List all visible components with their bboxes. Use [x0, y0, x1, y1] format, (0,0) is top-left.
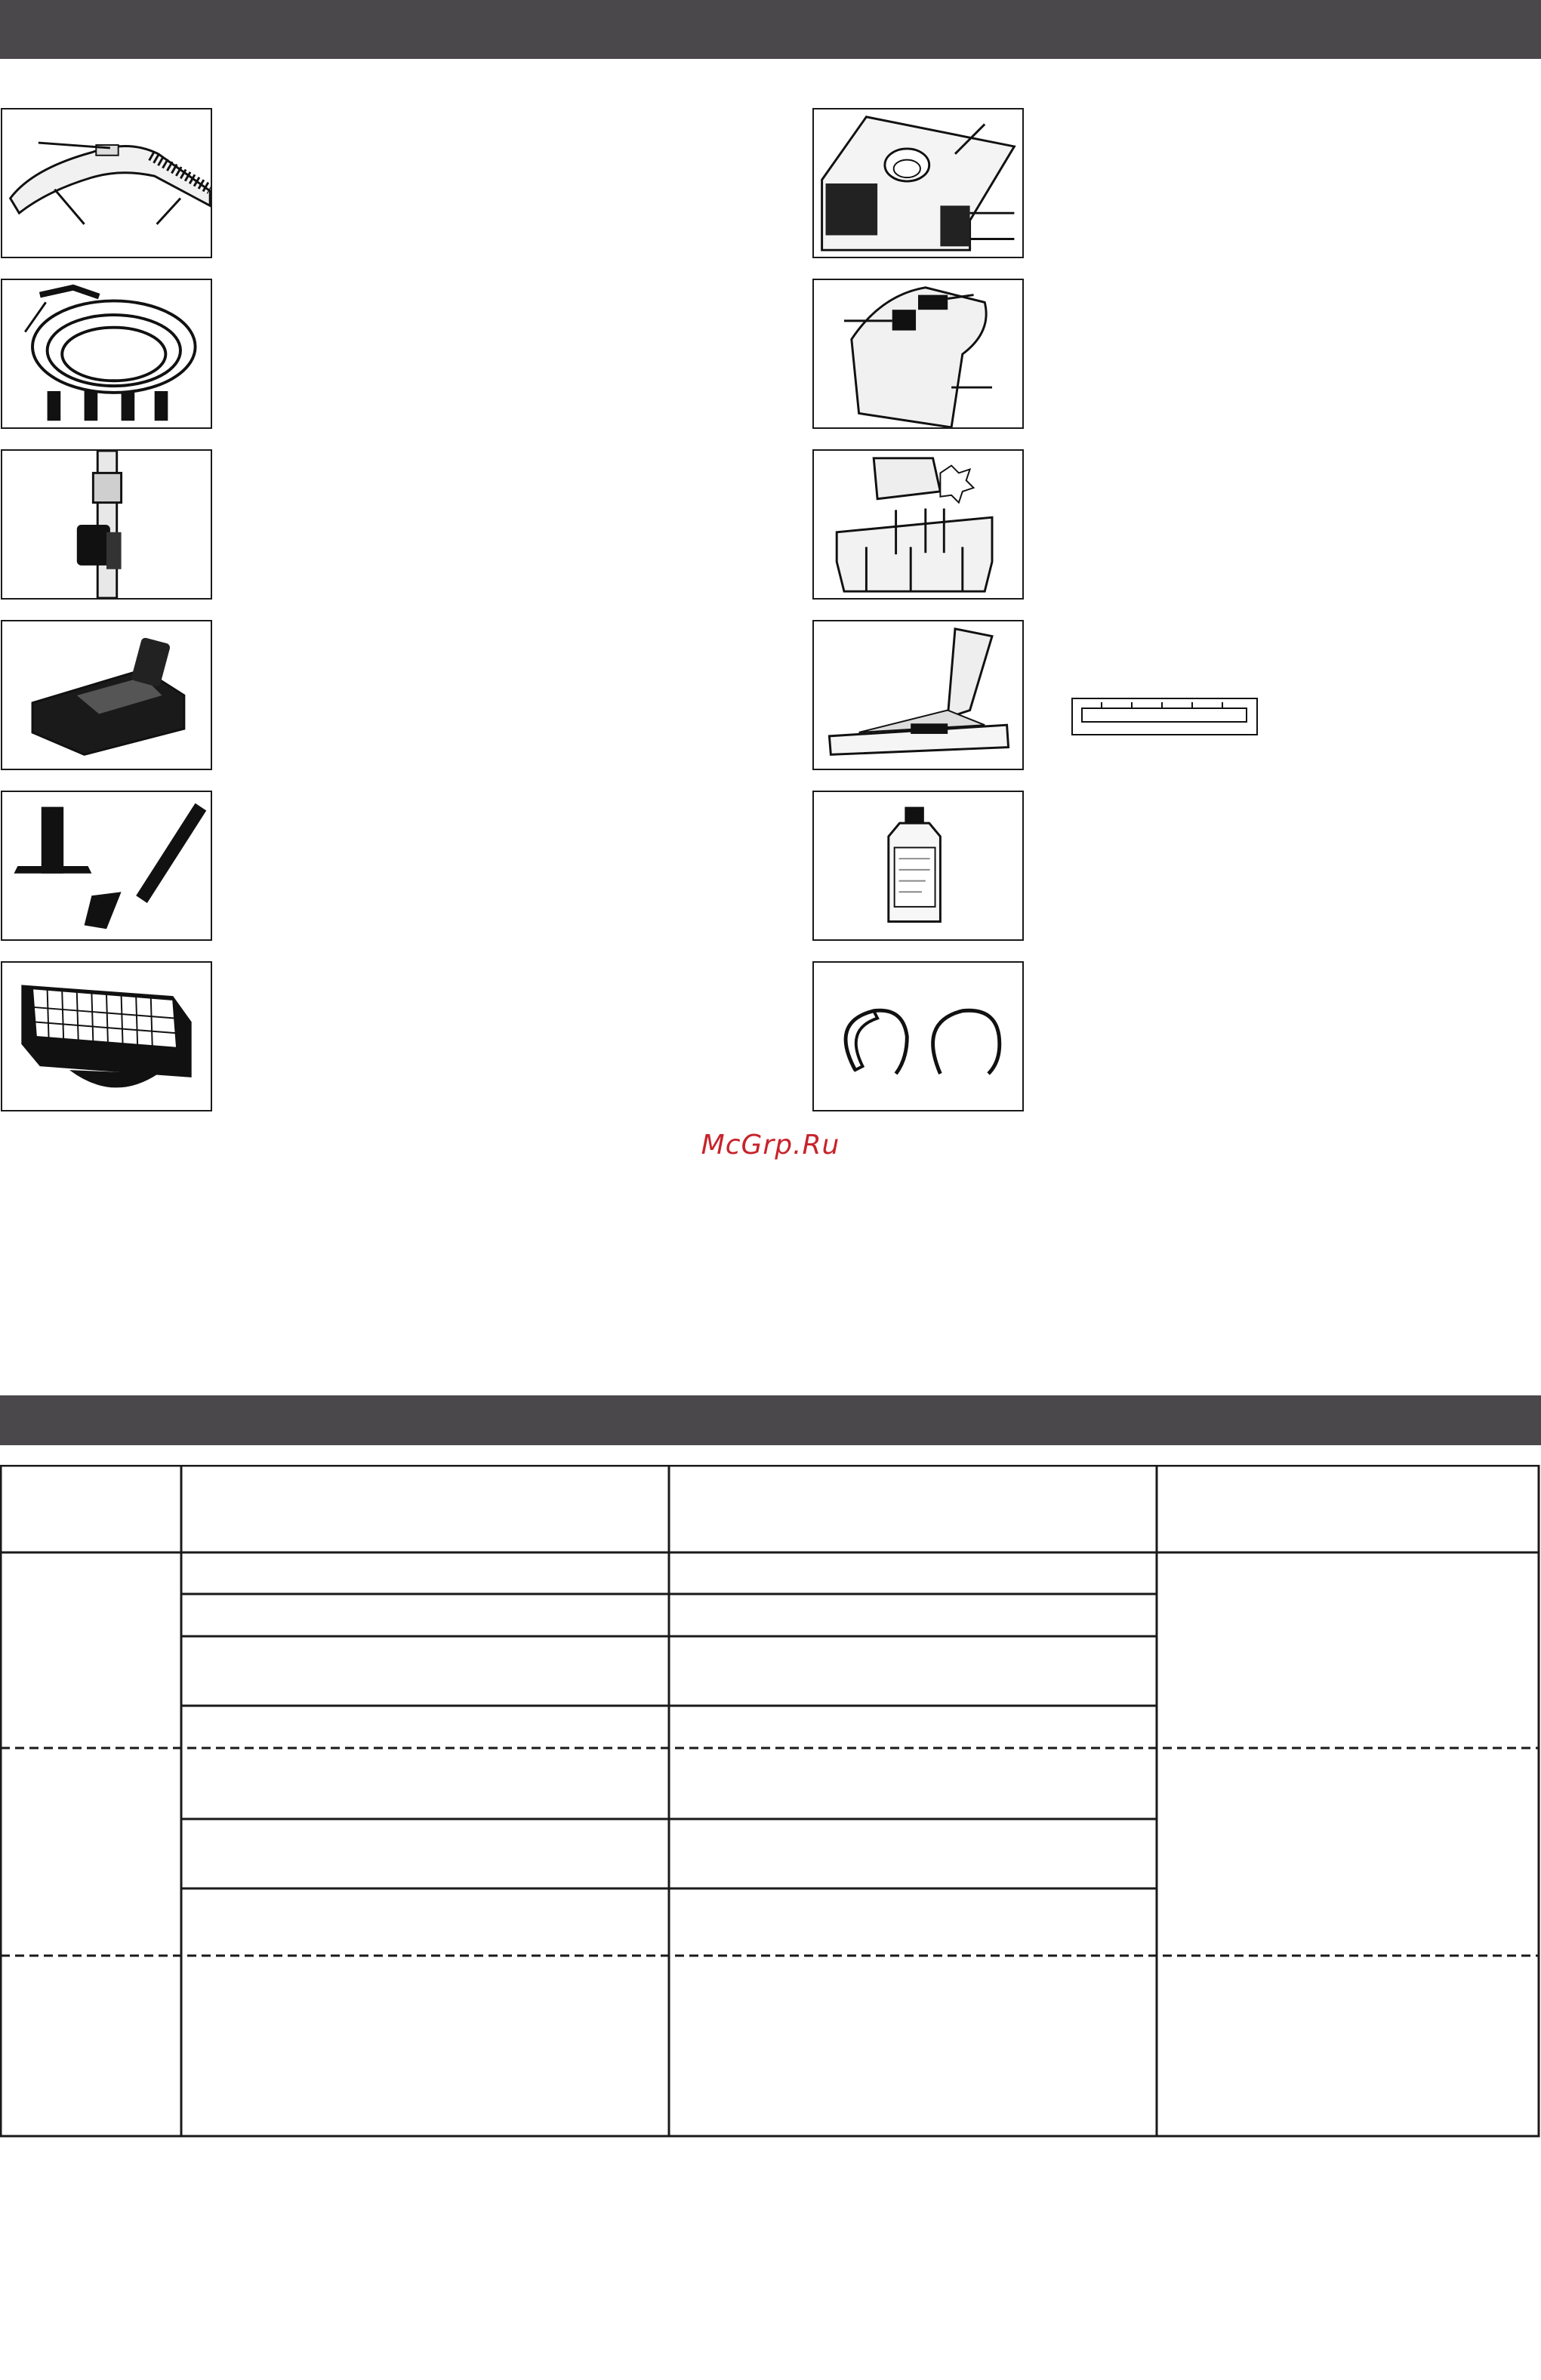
clips-icon [812, 961, 1024, 1111]
cleaning-liquid-bottle-icon [812, 791, 1024, 941]
replacement-rubber-strip-icon [1071, 698, 1258, 735]
window-nozzle-icon [812, 620, 1024, 770]
steam-hose-icon [1, 279, 212, 429]
small-nozzles-icon [1, 791, 212, 941]
top-header-bar [0, 0, 1541, 59]
steam-handle-icon [1, 108, 212, 258]
section-header-bar [0, 1395, 1541, 1445]
hepa-filter-icon [1, 961, 212, 1111]
filter-housing-icon [812, 108, 1024, 258]
water-tank-icon [812, 279, 1024, 429]
watermark: McGrp.Ru [701, 1130, 840, 1161]
troubleshooting-table [0, 1465, 1541, 2147]
filter-insert-icon [812, 449, 1024, 600]
extension-tube-icon [1, 449, 212, 600]
floor-nozzle-icon [1, 620, 212, 770]
